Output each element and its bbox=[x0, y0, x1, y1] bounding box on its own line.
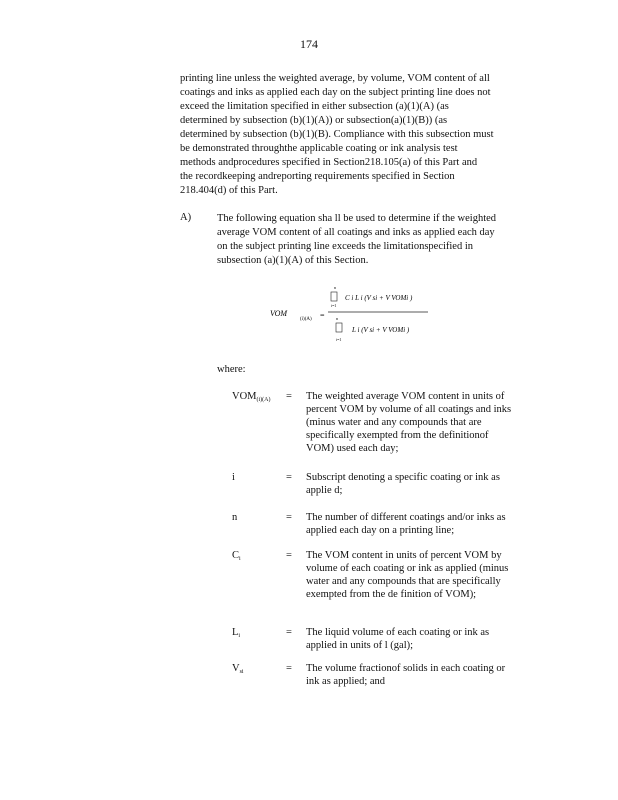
intro-line: printing line unless the weighted average, by volume, VOM content of all bbox=[180, 73, 490, 84]
equals-sign: = bbox=[320, 311, 325, 320]
definition-term: i bbox=[232, 472, 235, 483]
intro-line: methods andprocedures specified in Section218.105(a) of this Part and bbox=[180, 157, 478, 168]
definition-term bbox=[232, 390, 282, 407]
section-a-line: average VOM content of all coatings and inks as applied each day bbox=[217, 227, 495, 238]
term-text: L bbox=[232, 627, 239, 638]
term-subscript: (i)(A) bbox=[256, 397, 271, 403]
definition-line: The volume fractionof solids in each coating or bbox=[306, 663, 506, 674]
definition-equals: = bbox=[286, 512, 292, 523]
equation-graphic bbox=[268, 283, 448, 353]
definition-line: volume of each coating or ink as applied (minus bbox=[306, 563, 509, 574]
sum-upper: n bbox=[334, 285, 336, 290]
definition-line: applie d; bbox=[306, 485, 343, 496]
sum-upper: n bbox=[336, 316, 338, 321]
definition-description bbox=[306, 549, 546, 601]
page-number: 174 bbox=[300, 37, 318, 51]
definition-line: applied each day on a printing line; bbox=[306, 525, 455, 536]
summation-icon bbox=[336, 323, 342, 332]
intro-line: exceed the limitation specified in either subsection (a)(1)(A) (as bbox=[180, 101, 449, 112]
term-text: V bbox=[232, 663, 240, 674]
section-a-text bbox=[217, 212, 540, 268]
definition-equals: = bbox=[286, 550, 292, 561]
definition-equals: = bbox=[286, 472, 292, 483]
term-subscript: si bbox=[239, 669, 244, 675]
definition-description bbox=[306, 626, 546, 652]
vom-equation bbox=[268, 283, 448, 353]
intro-line: determined by subsection (b)(1)(B). Compliance with this subsection must bbox=[180, 129, 494, 140]
term-text: C bbox=[232, 550, 240, 561]
summation-icon bbox=[331, 292, 337, 301]
where-label: where: bbox=[217, 364, 246, 375]
definition-description bbox=[306, 471, 546, 497]
numerator: C i L i (V si + V VOMi ) bbox=[345, 294, 413, 302]
intro-line: be demonstrated throughthe applicable coating or ink analysis test bbox=[180, 143, 458, 154]
definition-term bbox=[232, 662, 282, 679]
definition-term: n bbox=[232, 512, 238, 523]
definition-line: applied in units of l (gal); bbox=[306, 640, 414, 651]
intro-line: determined by subsection (b)(1)(A)) or subsection(a)(1)(B)) (as bbox=[180, 115, 448, 126]
definition-description bbox=[306, 390, 546, 455]
term-subscript: i bbox=[239, 556, 241, 562]
equation-lhs: VOM bbox=[270, 309, 288, 318]
definition-line: The liquid volume of each coating or ink as bbox=[306, 627, 490, 638]
term-subscript: i bbox=[238, 633, 241, 639]
sum-lower: i=1 bbox=[336, 337, 342, 342]
section-a-line: on the subject printing line exceeds the limitationspecified in bbox=[217, 241, 474, 252]
section-a-line: The following equation sha ll be used to determine if the weighted bbox=[217, 213, 497, 224]
equation-lhs-sub: (i)(A) bbox=[300, 317, 312, 322]
definition-line: Subscript denoting a specific coating or ink as bbox=[306, 472, 500, 483]
definition-description bbox=[306, 511, 546, 537]
intro-line: the recordkeeping andreporting requirements specified in Section bbox=[180, 171, 455, 182]
definition-equals: = bbox=[286, 627, 292, 638]
definition-line: exempted from the de finition of VOM); bbox=[306, 589, 477, 600]
definition-line: VOM) used each day; bbox=[306, 443, 399, 454]
definition-line: ink as applied; and bbox=[306, 676, 386, 687]
section-a-line: subsection (a)(1)(A) of this Section. bbox=[217, 255, 369, 266]
sum-lower: i=1 bbox=[331, 303, 337, 308]
term-text: VOM bbox=[232, 391, 257, 402]
intro-line: coatings and inks as applied each day on the subject printing line does not bbox=[180, 87, 491, 98]
definition-line: (minus water and any compounds that are bbox=[306, 417, 482, 428]
definition-line: The weighted average VOM content in units of bbox=[306, 391, 505, 402]
definition-line: The VOM content in units of percent VOM by bbox=[306, 550, 502, 561]
definition-term bbox=[232, 626, 282, 643]
definition-line: The number of different coatings and/or inks as bbox=[306, 512, 506, 523]
definition-equals: = bbox=[286, 663, 292, 674]
definition-line: percent VOM by volume of all coatings and inks bbox=[306, 404, 512, 415]
intro-paragraph bbox=[180, 72, 540, 198]
intro-line: 218.404(d) of this Part. bbox=[180, 185, 278, 196]
definition-term bbox=[232, 549, 282, 566]
denominator: L i (V si + V VOMi ) bbox=[352, 326, 410, 334]
definition-description bbox=[306, 662, 546, 688]
definition-equals: = bbox=[286, 391, 292, 402]
definition-line: specifically exempted from the definitionof bbox=[306, 430, 489, 441]
section-a-label: A) bbox=[180, 212, 192, 223]
definition-line: water and any compounds that are specifically bbox=[306, 576, 501, 587]
